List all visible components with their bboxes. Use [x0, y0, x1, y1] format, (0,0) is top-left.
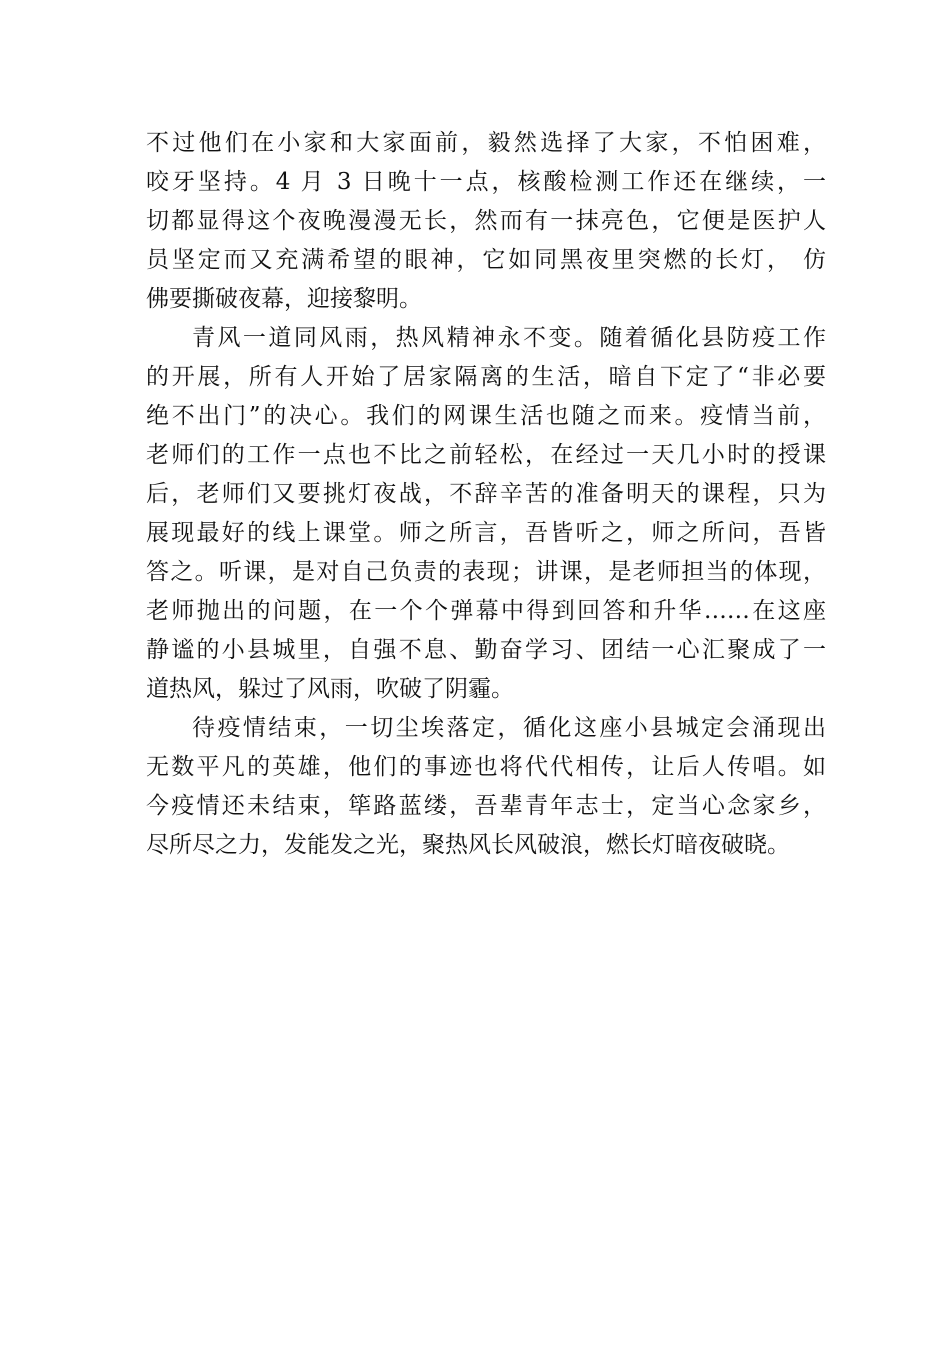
paragraph-1-line-1: 不过他们在小家和大家面前，毅然选择了大家，不怕困难， — [146, 130, 826, 156]
paragraph-2-line-8: 老师抛出的问题，在一个个弹幕中得到回答和升华……在这座 — [146, 598, 826, 624]
paragraph-2-line-2: 的开展，所有人开始了居家隔离的生活，暗自下定了“非必要 — [146, 364, 826, 390]
paragraph-3-line-1: 待疫情结束，一切尘埃落定，循化这座小县城定会涌现出 — [192, 715, 826, 741]
paragraph-2-line-10: 道热风，躲过了风雨，吹破了阴霾。 — [146, 676, 514, 702]
paragraph-3-line-4: 尽所尽之力，发能发之光，聚热风长风破浪，燃长灯暗夜破晓。 — [146, 832, 790, 858]
paragraph-3-line-3: 今疫情还未结束，筚路蓝缕，吾辈青年志士，定当心念家乡， — [146, 793, 826, 819]
paragraph-2-line-5: 后，老师们又要挑灯夜战，不辞辛苦的准备明天的课程，只为 — [146, 481, 826, 507]
paragraph-2-line-6: 展现最好的线上课堂。师之所言，吾皆听之，师之所问，吾皆 — [146, 520, 826, 546]
paragraph-1-line-3: 切都显得这个夜晚漫漫无长，然而有一抹亮色，它便是医护人 — [146, 208, 826, 234]
paragraph-2-line-4: 老师们的工作一点也不比之前轻松，在经过一天几小时的授课 — [146, 442, 826, 468]
paragraph-1-line-4: 员坚定而又充满希望的眼神，它如同黑夜里突燃的长灯， 仿 — [146, 247, 826, 273]
paragraph-2-line-7: 答之。听课，是对自己负责的表现；讲课，是老师担当的体现， — [146, 559, 826, 585]
paragraph-1-line-5: 佛要撕破夜幕，迎接黎明。 — [146, 286, 422, 312]
paragraph-2-line-3: 绝不出门”的决心。我们的网课生活也随之而来。疫情当前， — [146, 403, 826, 429]
paragraph-3-line-2: 无数平凡的英雄，他们的事迹也将代代相传，让后人传唱。如 — [146, 754, 826, 780]
paragraph-1-line-2: 咬牙坚持。4 月 3 日晚十一点，核酸检测工作还在继续，一 — [146, 169, 826, 195]
body-text — [146, 124, 826, 865]
paragraph-2-line-9: 静谧的小县城里，自强不息、勤奋学习、团结一心汇聚成了一 — [146, 637, 826, 663]
paragraph-2-line-1: 青风一道同风雨，热风精神永不变。随着循化县防疫工作 — [192, 325, 826, 351]
